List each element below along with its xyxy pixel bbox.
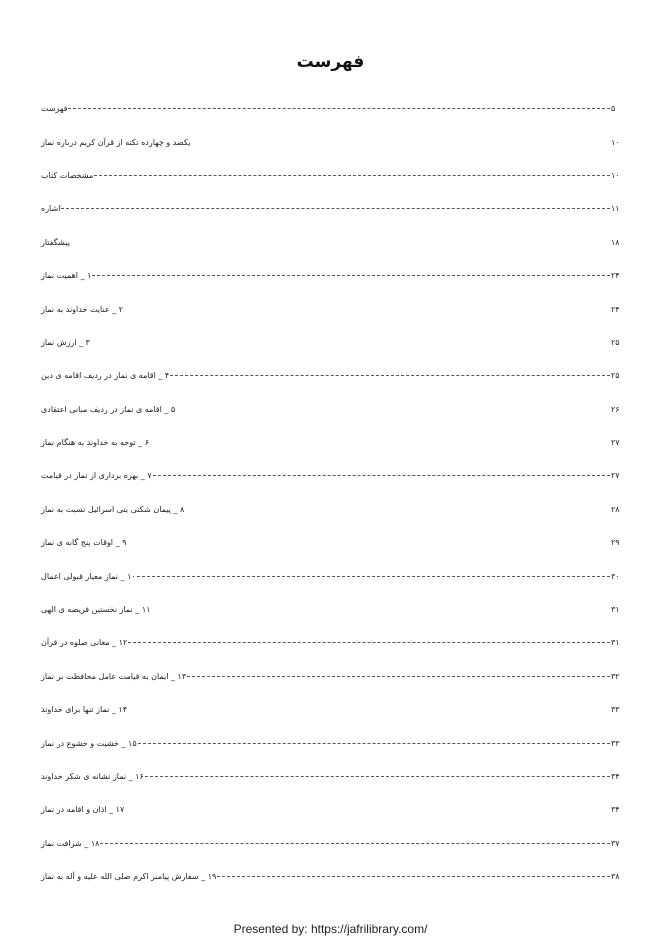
toc-entry-title[interactable]: ۱۱ _ نماز نخستین فریضه ی الهی [41, 605, 151, 615]
toc-entry[interactable] [38, 259, 623, 292]
toc-dot-leader [128, 642, 610, 643]
toc-entry[interactable] [38, 226, 623, 259]
toc-entry[interactable] [38, 192, 623, 225]
toc-entry-title[interactable]: ۱۰ _ نماز معیار قبولی اعمال [41, 571, 136, 581]
toc-entry-title[interactable]: ۱۴ _ نماز تنها برای خداوند [41, 705, 128, 715]
toc-entry-page-number: ۲۷ [611, 438, 620, 448]
toc-entry[interactable] [38, 493, 623, 526]
toc-entry-page-number: ۲۴ [611, 304, 620, 314]
table-of-contents [38, 92, 623, 893]
toc-entry-title[interactable]: ۱ _ اهمیت نماز [41, 271, 92, 281]
toc-entry-page-number: ۱۸ [611, 237, 620, 247]
toc-entry-title[interactable]: ۳ _ ارزش نماز [41, 337, 90, 347]
toc-entry-title[interactable]: اشاره [41, 204, 61, 214]
toc-entry-page-number: ۳۲ [611, 671, 620, 681]
page-title: فهرست [296, 52, 365, 72]
toc-entry-page-number: ۲۸ [611, 504, 620, 514]
toc-entry-page-number: ۳۳ [611, 738, 620, 748]
toc-entry[interactable] [38, 393, 623, 426]
toc-dot-leader [94, 175, 610, 176]
toc-entry-page-number: ۳۴ [611, 772, 620, 781]
toc-entry-page-number: ۱۱ [611, 204, 620, 214]
toc-entry-page-number: ۳۷ [611, 838, 620, 848]
toc-dot-leader [68, 108, 610, 109]
toc-entry[interactable] [38, 359, 623, 392]
toc-dot-leader [145, 776, 610, 777]
toc-entry-title[interactable]: ۶ _ توجه به خداوند به هنگام نماز [41, 438, 149, 448]
toc-dot-leader [92, 275, 610, 276]
toc-entry-title[interactable]: ۱۸ _ شرافت نماز [41, 838, 100, 848]
toc-entry[interactable] [38, 860, 623, 893]
toc-entry[interactable] [38, 793, 623, 826]
toc-dot-leader [217, 876, 610, 877]
toc-entry-page-number: ۲۷ [611, 471, 620, 481]
toc-entry-page-number: ۲۴ [611, 271, 620, 281]
toc-dot-leader [187, 676, 610, 677]
toc-entry[interactable] [38, 559, 623, 592]
toc-entry[interactable] [38, 760, 623, 793]
toc-entry-title[interactable]: ۱۹ _ سفارش پیامبر اکرم صلی الله علیه و آله به نماز [41, 872, 217, 882]
toc-dot-leader [153, 475, 610, 476]
toc-entry[interactable] [38, 660, 623, 693]
toc-entry-title[interactable]: ۴ _ اقامه ی نماز در ردیف اقامه ی دین [41, 371, 170, 381]
toc-entry[interactable] [38, 693, 623, 726]
toc-entry-title[interactable]: ۱۶ _ نماز نشانه ی شکر خداوند [41, 772, 144, 781]
toc-entry[interactable] [38, 292, 623, 325]
toc-entry-title[interactable]: فهرست [41, 104, 68, 114]
toc-entry-page-number: ۳۸ [611, 872, 620, 882]
toc-entry-page-number: ۲۹ [611, 538, 620, 548]
toc-dot-leader [138, 743, 610, 744]
toc-entry-page-number: ۱۰ [611, 170, 620, 180]
toc-entry[interactable] [38, 593, 623, 626]
toc-entry-title[interactable]: ۷ _ بهره برداری از نماز در قیامت [41, 471, 152, 481]
toc-dot-leader [170, 375, 610, 376]
toc-entry-page-number: ۳۰ [611, 571, 620, 581]
toc-entry-page-number: ۳۱ [611, 638, 620, 648]
toc-entry-title[interactable]: مشخصات کتاب [41, 170, 94, 180]
toc-entry-title[interactable]: ۵ _ اقامه ی نماز در ردیف مبانی اعتقادی [41, 404, 176, 414]
toc-entry-title[interactable]: پیشگفتار [41, 237, 70, 247]
toc-entry-page-number: ۳۱ [611, 605, 620, 615]
toc-entry-page-number: ۲۵ [611, 371, 620, 381]
toc-entry-title[interactable]: ۱۳ _ ایمان به قیامت عامل محافظت بر نماز [41, 671, 187, 681]
toc-dot-leader [100, 843, 610, 844]
toc-entry-title[interactable]: ۱۲ _ معانی صلوه در قرآن [41, 638, 128, 648]
toc-entry[interactable] [38, 426, 623, 459]
toc-entry[interactable] [38, 726, 623, 759]
toc-entry-title[interactable]: ۸ _ پیمان شکنی بنی اسرائیل نسبت به نماز [41, 504, 185, 514]
toc-dot-leader [137, 576, 610, 577]
toc-entry-page-number: ۲۶ [611, 404, 620, 414]
toc-entry[interactable] [38, 626, 623, 659]
toc-dot-leader [61, 208, 610, 209]
toc-entry[interactable] [38, 159, 623, 192]
toc-entry-title[interactable]: یکصد و چهارده نکته از قرآن کریم درباره نماز [41, 137, 191, 147]
toc-entry[interactable] [38, 459, 623, 492]
toc-entry[interactable] [38, 92, 623, 125]
toc-entry-page-number: ۵ [611, 104, 616, 114]
toc-entry-title[interactable]: ۲ _ عنایت خداوند به نماز [41, 304, 124, 314]
toc-entry-title[interactable]: ۱۷ _ اذان و اقامه در نماز [41, 805, 125, 815]
toc-entry[interactable] [38, 526, 623, 559]
toc-entry-title[interactable]: ۱۵ _ خشیت و خشوع در نماز [41, 738, 137, 748]
toc-entry-page-number: ۱۰ [611, 137, 620, 147]
footer-credit: Presented by: https://jafrilibrary.com/ [233, 922, 428, 936]
toc-entry-page-number: ۳۴ [611, 805, 620, 815]
toc-entry[interactable] [38, 827, 623, 860]
toc-entry[interactable] [38, 326, 623, 359]
toc-entry-title[interactable]: ۹ _ اوقات پنج گانه ی نماز [41, 538, 127, 548]
toc-entry-page-number: ۳۳ [611, 705, 620, 715]
toc-entry[interactable] [38, 125, 623, 158]
toc-entry-page-number: ۲۵ [611, 337, 620, 347]
